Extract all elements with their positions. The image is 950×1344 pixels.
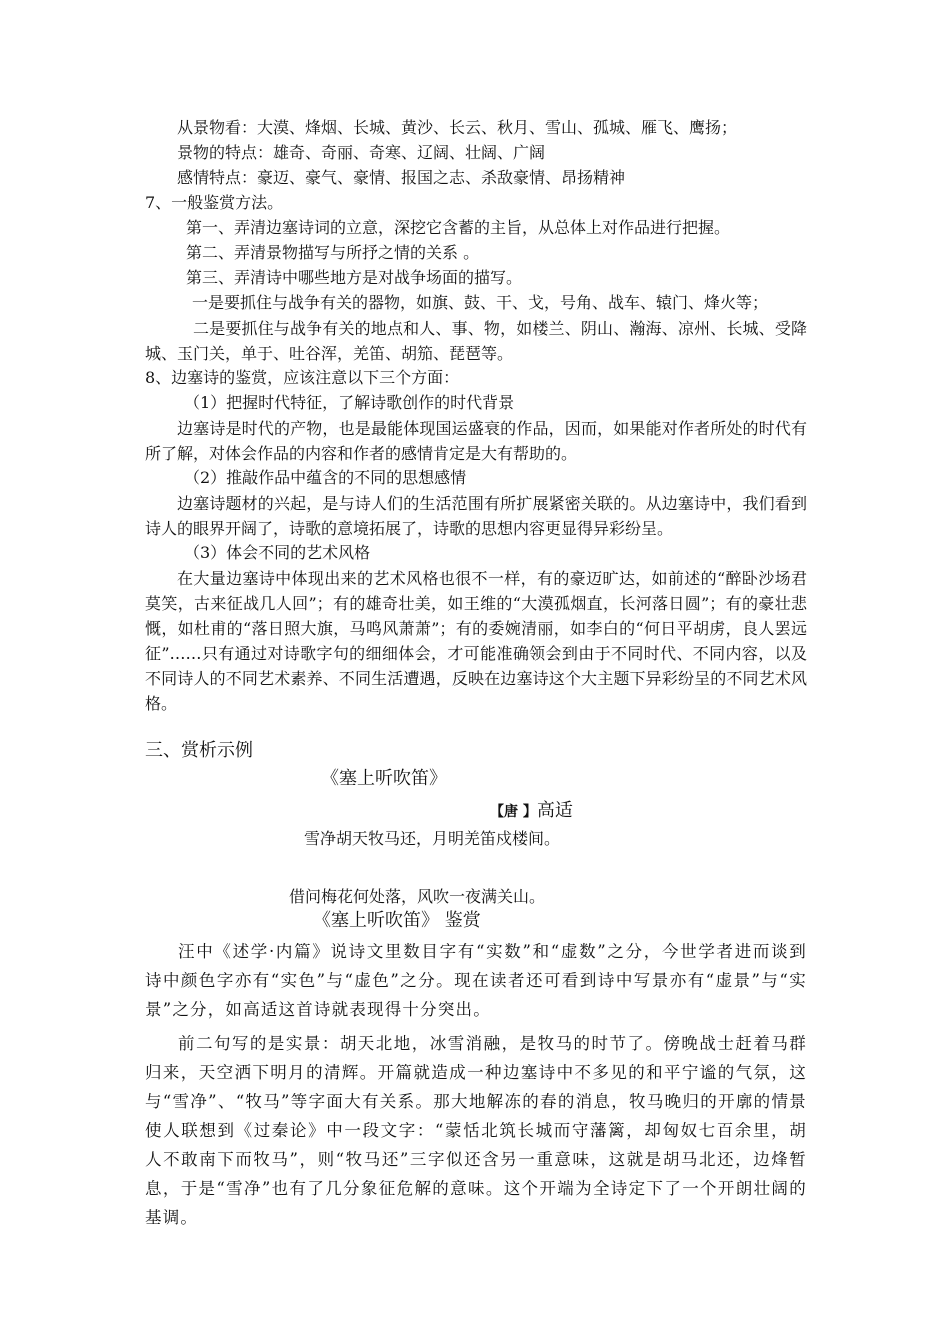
method-second: 第二、弄清景物描写与所抒之情的关系 。 bbox=[186, 243, 480, 262]
scenery-features-line: 景物的特点：雄奇、奇丽、奇寒、辽阔、壮阔、广阔 bbox=[177, 143, 546, 162]
section-8-heading: 8、边塞诗的鉴赏，应该注意以下三个方面： bbox=[145, 368, 460, 387]
poem-author bbox=[490, 798, 573, 825]
essay-paragraph-1: 汪中《述学·内篇》说诗文里数目字有“实数”和“虚数”之分，今世学者进而谈到诗中颜色字亦有“实色”与“虚色”之分。现在读者还可看到诗中写景亦有“虚景”与“实景”之分，如高适这首诗就表现得十分突出。 bbox=[145, 942, 807, 1019]
item-1-title: （1）把握时代特征，了解诗歌创作的时代背景 bbox=[184, 393, 515, 412]
poem-line-1: 雪净胡天牧马还，月明羌笛戍楼间。 bbox=[304, 829, 561, 848]
scenery-line: 从景物看：大漠、烽烟、长城、黄沙、长云、秋月、雪山、孤城、雁飞、鹰扬； bbox=[177, 118, 738, 137]
essay-title: 《塞上听吹笛》 鉴赏 bbox=[313, 910, 481, 931]
section-3-heading: 三、赏析示例 bbox=[145, 740, 253, 761]
item-2-title: （2）推敲作品中蕴含的不同的思想感情 bbox=[184, 468, 467, 487]
item-3-title: （3）体会不同的艺术风格 bbox=[184, 543, 371, 562]
poem-title: 《塞上听吹笛》 bbox=[321, 768, 447, 789]
method-third: 第三、弄清诗中哪些地方是对战争场面的描写。 bbox=[186, 268, 523, 287]
emotion-features-line: 感情特点：豪迈、豪气、豪情、报国之志、杀敌豪情、昂扬精神 bbox=[177, 168, 626, 187]
item-3-body: 在大量边塞诗中体现出来的艺术风格也很不一样，有的豪迈旷达，如前述的“醉卧沙场君莫笑，古来征战几人回”；有的雄奇壮美，如王维的“大漠孤烟直，长河落日圆”；有的豪壮悲慨，如杜甫的“落日照大旗，马鸣风萧萧”；有的委婉清丽，如李白的“何日平胡虏，良人罢远征”……只有通过对诗歌字句的细细体会，才可能准确领会到由于不同时代、不同内容，以及不同诗人的不同艺术素养、不同生活遭遇，反映在边塞诗这个大主题下异彩纷呈的不同艺术风格。 bbox=[145, 569, 807, 713]
essay-paragraph-2: 前二句写的是实景：胡天北地，冰雪消融，是牧马的时节了。傍晚战士赶着马群归来，天空洒下明月的清辉。开篇就造成一种边塞诗中不多见的和平宁谧的气氛，这与“雪净”、“牧马”等字面大有关系。那大地解冻的春的消息，牧马晚归的开廓的情景使人联想到《过秦论》中一段文字：“蒙恬北筑长城而守藩篱，却匈奴七百余里，胡人不敢南下而牧马”，则“牧马还”三字似还含另一重意味，这就是胡马北还，边烽暂息，于是“雪净”也有了几分象征危解的意味。这个开端为全诗定下了一个开朗壮阔的基调。 bbox=[145, 1034, 807, 1227]
poem-dynasty: 【唐 】 bbox=[490, 804, 537, 820]
poem-author-name: 高适 bbox=[536, 800, 573, 821]
war-places-point: 二是要抓住与战争有关的地点和人、事、物，如楼兰、阴山、瀚海、凉州、长城、受降城、玉门关，单于、吐谷浑，羌笛、胡笳、琵琶等。 bbox=[145, 319, 807, 363]
item-1-body: 边塞诗是时代的产物，也是最能体现国运盛衰的作品，因而，如果能对作者所处的时代有所了解，对体会作品的内容和作者的感情肯定是大有帮助的。 bbox=[145, 419, 807, 463]
war-items-point: 一是要抓住与战争有关的器物，如旗、鼓、干、戈，号角、战车、辕门、烽火等； bbox=[192, 293, 769, 312]
poem-line-2: 借问梅花何处落，风吹一夜满关山。 bbox=[289, 887, 546, 906]
section-7-heading: 7、一般鉴赏方法。 bbox=[145, 193, 284, 212]
method-first: 第一、弄清边塞诗词的立意，深挖它含蓄的主旨，从总体上对作品进行把握。 bbox=[186, 218, 731, 237]
item-2-body: 边塞诗题材的兴起，是与诗人们的生活范围有所扩展紧密关联的。从边塞诗中，我们看到诗人的眼界开阔了，诗歌的意境拓展了，诗歌的思想内容更显得异彩纷呈。 bbox=[145, 494, 807, 538]
